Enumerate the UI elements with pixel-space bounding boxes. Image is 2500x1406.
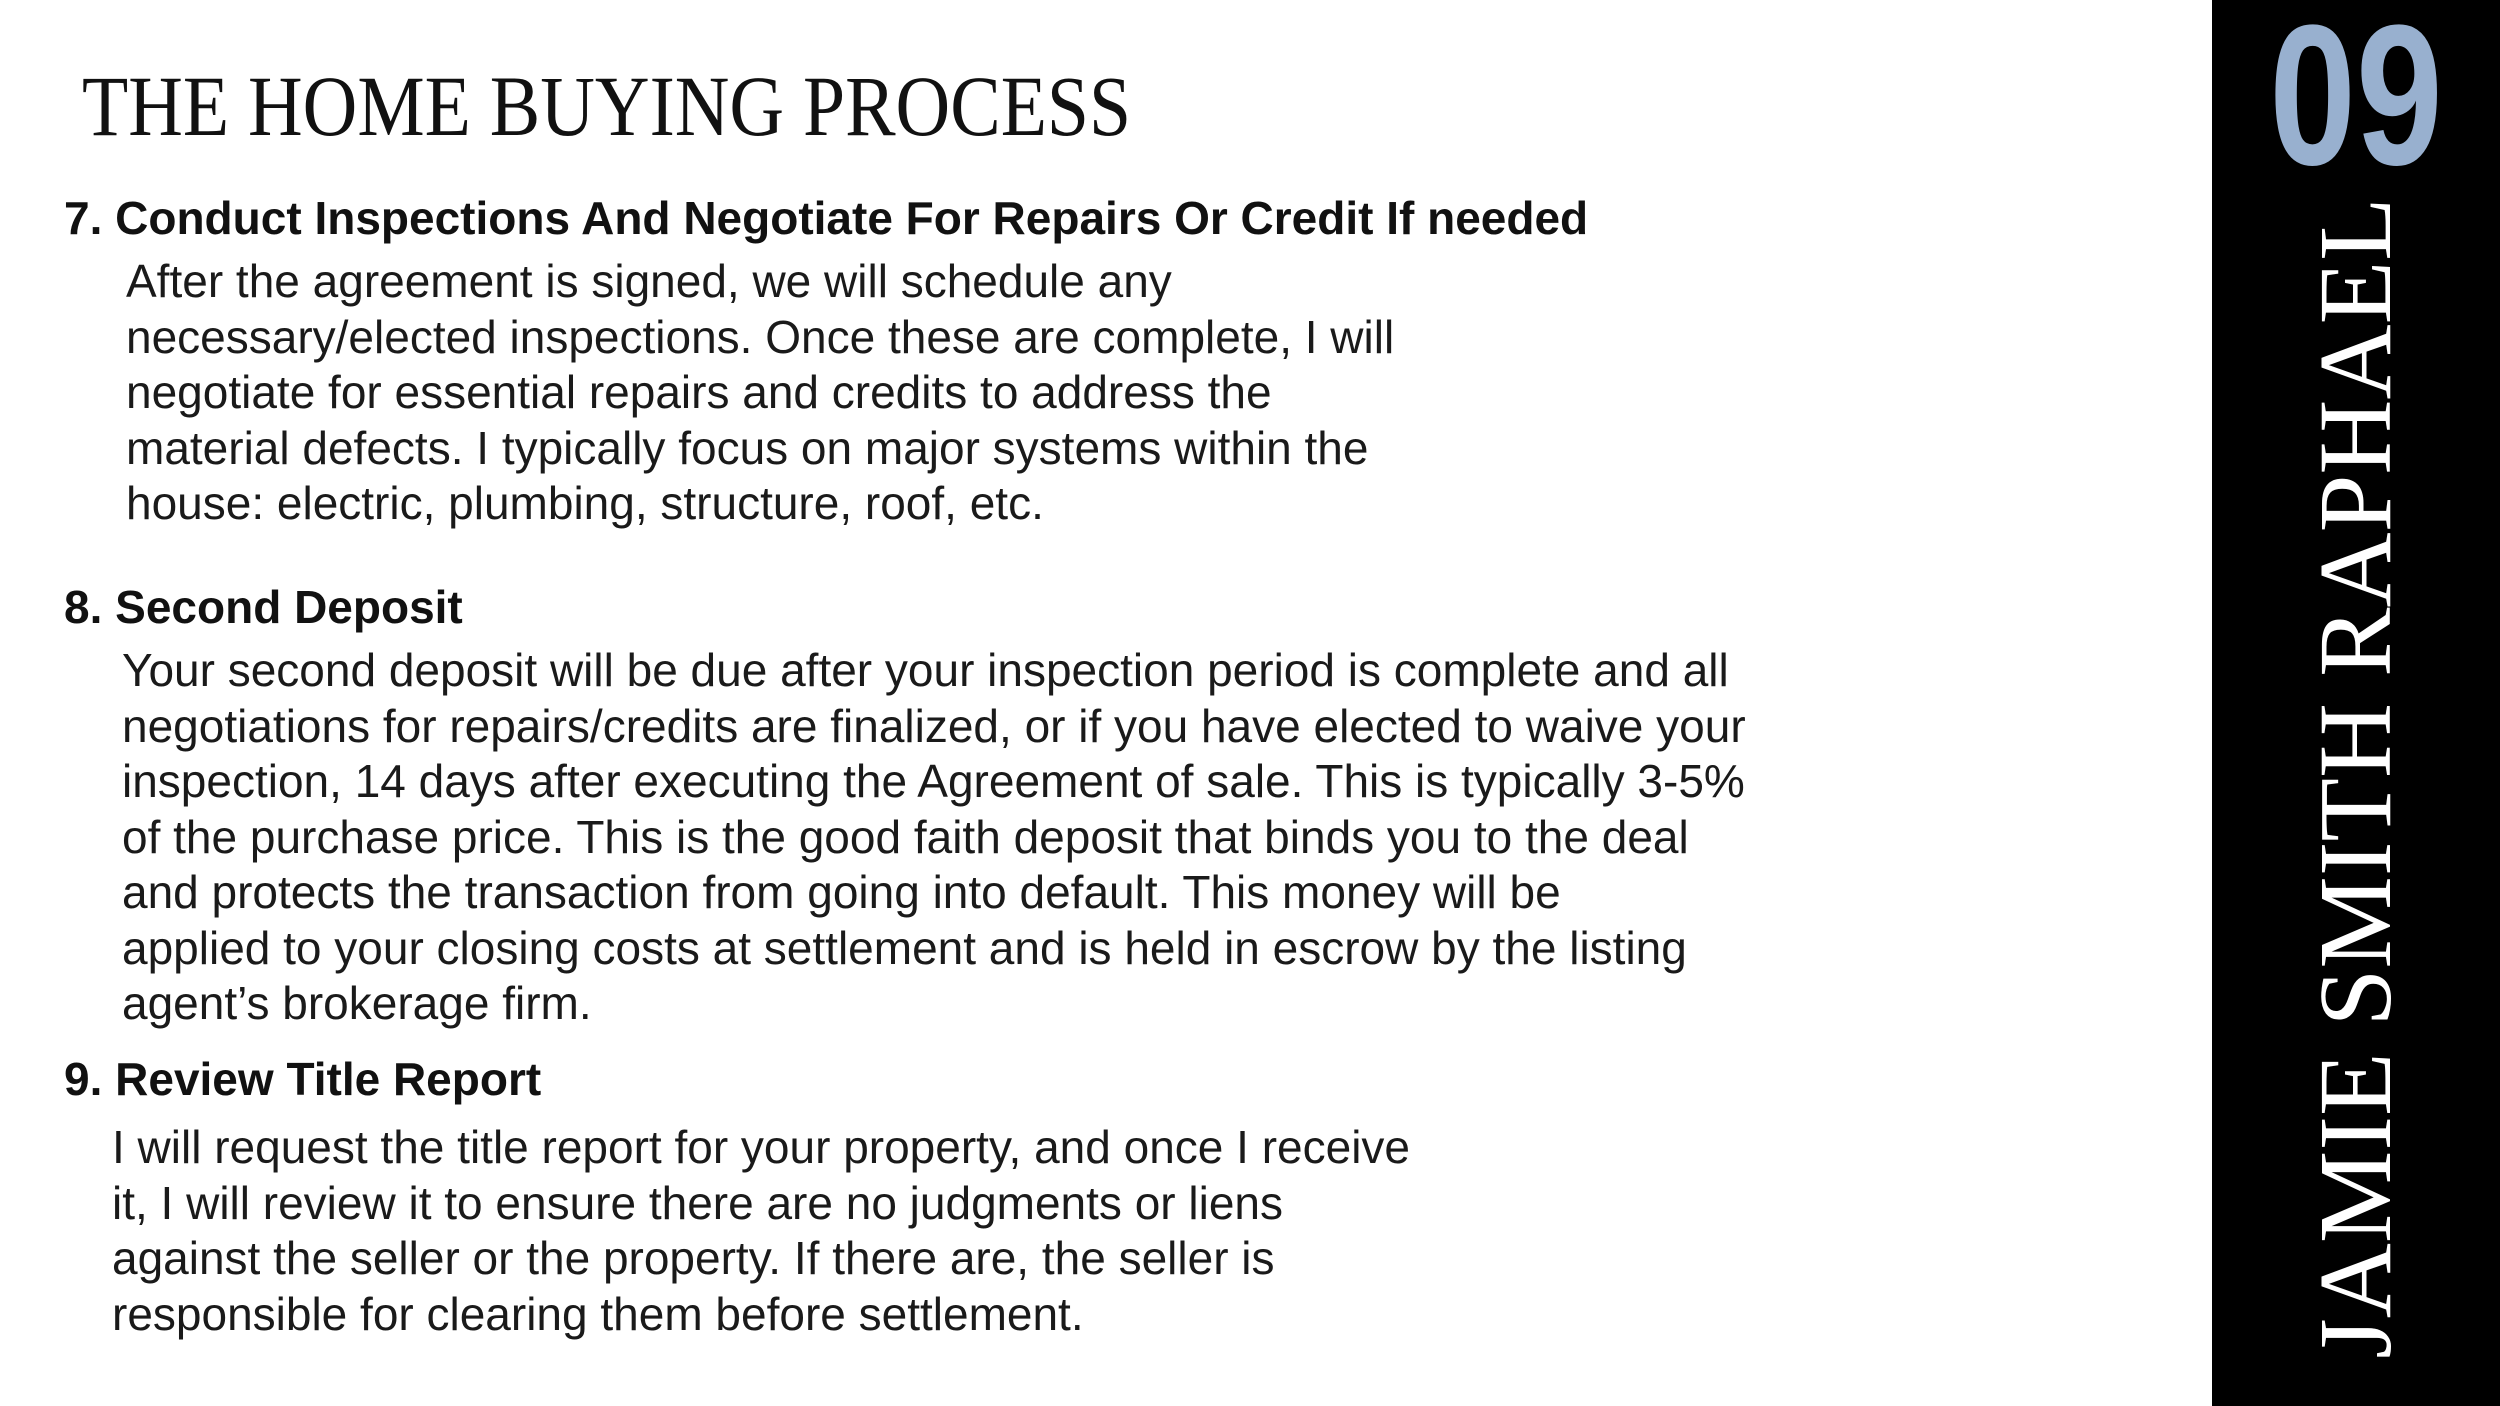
page-number: 09 [2269,0,2443,207]
page-title: THE HOME BUYING PROCESS [82,58,1132,154]
agent-name: JAMIE SMITH RAPHAEL [2298,197,2413,1359]
body-line: of the purchase price. This is the good faith deposit that binds you to the deal [122,810,1689,863]
body-line: Your second deposit will be due after your inspection period is complete and all [122,644,1729,696]
body-line: house: electric, plumbing, structure, roof, etc. [126,477,1044,529]
body-line: negotiations for repairs/credits are finalized, or if you have elected to waive your [122,699,1746,752]
body-line: material defects. I typically focus on major systems within the [126,421,1369,474]
body-line: agent’s brokerage firm. [122,977,592,1029]
section-body-title-report [112,1120,1410,1342]
section-body-inspections [126,254,1394,532]
section-heading-second-deposit: 8. Second Deposit [64,581,463,633]
body-line: inspection, 14 days after executing the Agreement of sale. This is typically 3-5% [122,755,1745,807]
body-line: I will request the title report for your property, and once I receive [112,1121,1410,1173]
body-line: negotiate for essential repairs and credits to address the [126,366,1272,418]
body-line: it, I will review it to ensure there are no judgments or liens [112,1176,1283,1229]
section-heading-title-report: 9. Review Title Report [64,1053,542,1105]
side-panel [2212,0,2500,1406]
section-body-second-deposit [122,643,1746,1032]
body-line: responsible for clearing them before settlement. [112,1287,1084,1340]
body-line: necessary/elected inspections. Once these are complete, I will [126,310,1395,363]
body-line: against the seller or the property. If there are, the seller is [112,1232,1275,1284]
section-heading-inspections: 7. Conduct Inspections And Negotiate For Repairs Or Credit If needed [64,192,1589,244]
body-line: applied to your closing costs at settlement and is held in escrow by the listing [122,921,1687,974]
body-line: and protects the transaction from going into default. This money will be [122,866,1561,918]
body-line: After the agreement is signed, we will schedule any [126,255,1172,307]
